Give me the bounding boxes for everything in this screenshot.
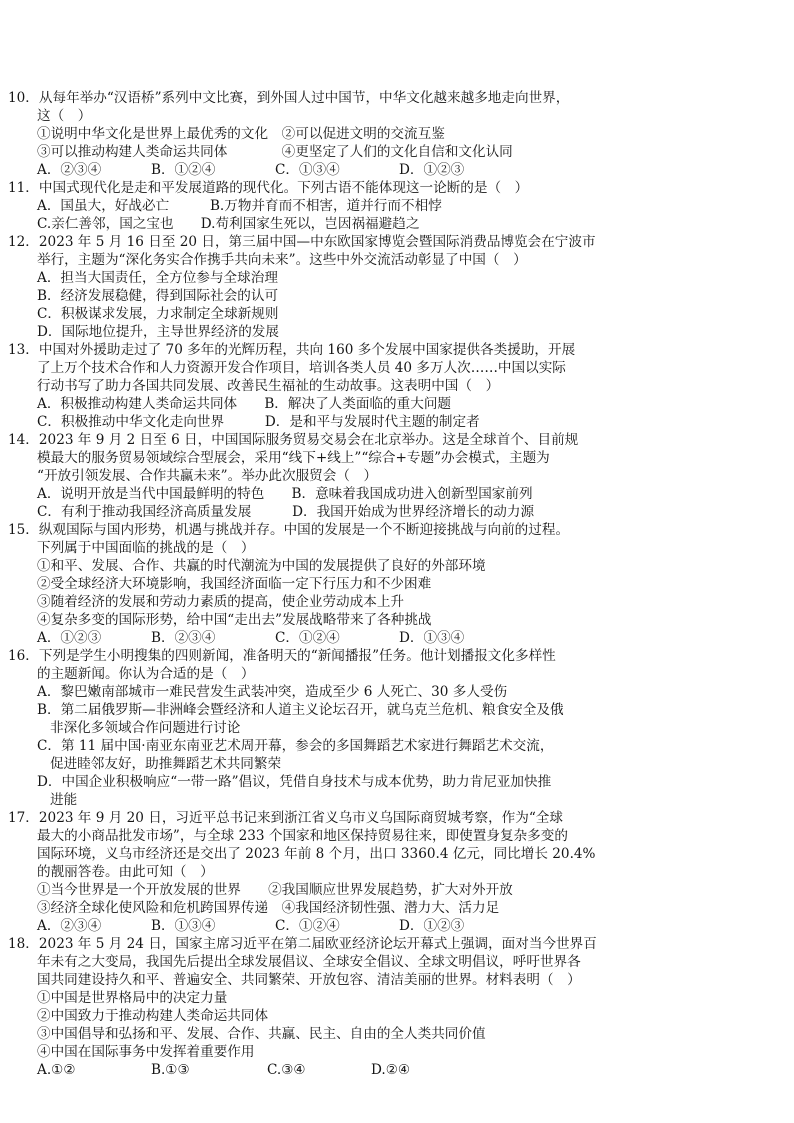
question-text-line: 15．纵观国际与国内形势，机遇与挑战并存。中国的发展是一个不断迎接挑战与向前的过程。 [8, 522, 570, 538]
option-line: A．担当大国责任，全方位参与全球治理 [37, 270, 278, 286]
options-row [37, 161, 464, 179]
option-line-continued: 非深化多领域合作问题进行讨论 [50, 720, 241, 736]
statement-line: ④中国在国际事务中发挥着重要作用 [37, 1044, 255, 1060]
question-text-line: 国共同建设持久和平、普遍安全、共同繁荣、开放包容、清洁美丽的世界。材料表明（ ） [37, 972, 581, 988]
question-text-line: 行动书写了助力各国共同发展、改善民生福祉的生动故事。这表明中国（ ） [37, 378, 500, 394]
option-b: B.①③ [151, 1062, 190, 1078]
question-text-line: 14．2023 年 9 月 2 日至 6 日，中国国际服务贸易交易会在北京举办。这是全球首个、目前规 [8, 432, 579, 448]
option-line: D．中国企业积极响应“一带一路”倡议，凭借自身技术与成本优势，助力肯尼亚加快推 [37, 774, 552, 790]
option-a: A．②③④ [37, 162, 102, 178]
question-text-line: 12．2023 年 5 月 16 日至 20 日，第三届中国—中东欧国家博览会暨国际消费品博览会在宁波市 [8, 234, 596, 250]
option-d: D．①③④ [399, 630, 465, 646]
option-line: C．有利于推动我国经济高质量发展 D．我国开始成为世界经济增长的动力源 [37, 504, 535, 520]
option-line: C．积极谋求发展，力求制定全球新规则 [37, 306, 279, 322]
statement-line: ③中国倡导和弘扬和平、发展、合作、共赢、民主、自由的全人类共同价值 [37, 1026, 486, 1042]
statement-line: ①说明中华文化是世界上最优秀的文化 ②可以促进文明的交流互鉴 [37, 126, 445, 142]
options-row [37, 917, 464, 935]
options-row [37, 1061, 410, 1079]
option-a: A.①② [37, 1062, 76, 1078]
option-line: C．第 11 届中国·南亚东南亚艺术周开幕，参会的多国舞蹈艺术家进行舞蹈艺术交流， [37, 738, 554, 754]
question-text-line: 了上万个技术合作和人力资源开发合作项目，培训各类人员 40 多万人次……中国以实际 [37, 360, 566, 376]
option-line: A．积极推动构建人类命运共同体 B．解决了人类面临的重大问题 [37, 396, 452, 412]
question-text-line: 18．2023 年 5 月 24 日，国家主席习近平在第二届欧亚经济论坛开幕式上强调，面对当今世界百 [8, 936, 597, 952]
statement-line: ②受全球经济大环境影响，我国经济面临一定下行压力和不少困难 [37, 576, 432, 592]
option-line: B．经济发展稳健，得到国际社会的认可 [37, 288, 279, 304]
statement-line: ①中国是世界格局中的决定力量 [37, 990, 228, 1006]
option-line-continued: 促进睦邻友好，助推舞蹈艺术共同繁荣 [50, 756, 282, 772]
question-text-line: 模最大的服务贸易领域综合型展会，采用“线下+线上”“综合+专题”办会模式，主题为 [37, 450, 550, 466]
question-text-line: 的靓丽答卷。由此可知（ ） [37, 864, 214, 880]
option-line: A．说明开放是当代中国最鲜明的特色 B．意味着我国成功进入创新型国家前列 [37, 486, 533, 502]
question-text-line: 最大的小商品批发市场”，与全球 233 个国家和地区保持贸易往来，即使置身复杂多变的 [37, 828, 568, 844]
statement-line: ③随着经济的发展和劳动力素质的提高，使企业劳动成本上升 [37, 594, 405, 610]
statement-line: ④复杂多变的国际形势，给中国“走出去”发展战略带来了各种挑战 [37, 612, 432, 628]
option-d: D.②④ [371, 1062, 411, 1078]
option-line: C.亲仁善邻，国之宝也 D.苟利国家生死以，岂因祸福避趋之 [37, 216, 420, 232]
statement-line: ③可以推动构建人类命运共同体 ④更坚定了人们的文化自信和文化认同 [37, 144, 513, 160]
question-text-line: 这（ ） [37, 108, 92, 124]
options-row [37, 629, 464, 647]
question-text-line: 年未有之大变局，我国先后提出全球发展倡议、全球安全倡议、全球文明倡议，呼吁世界各 [37, 954, 581, 970]
question-text-line: “开放引领发展、合作共赢未来”。举办此次服贸会（ ） [37, 468, 378, 484]
option-a: A．②③④ [37, 918, 102, 934]
statement-line: ③经济全球化使风险和危机跨国界传递 ④我国经济韧性强、潜力大、活力足 [37, 900, 500, 916]
option-b: B．①③④ [151, 918, 216, 934]
question-text-line: 13．中国对外援助走过了 70 多年的光辉历程，共向 160 多个发展中国家提供各类援助，开展 [8, 342, 576, 358]
question-text-line: 下列属于中国面临的挑战的是（ ） [37, 540, 255, 556]
statement-line: ②中国致力于推动构建人类命运共同体 [37, 1008, 269, 1024]
option-c: C．①②④ [275, 918, 340, 934]
question-text-line: 10．从每年举办“汉语桥”系列中文比赛，到外国人过中国节，中华文化越来越多地走向世界， [8, 90, 570, 106]
option-line: C．积极推动中华文化走向世界 D．是和平与发展时代主题的制定者 [37, 414, 480, 430]
option-line: B．第二届俄罗斯—非洲峰会暨经济和人道主义论坛召开，就乌克兰危机、粮食安全及俄 [37, 702, 564, 718]
option-line: A．国虽大，好战必亡 B.万物并育而不相害，道并行而不相悖 [37, 198, 442, 214]
option-a: A．①②③ [37, 630, 102, 646]
option-b: B．①②④ [151, 162, 216, 178]
question-text-line: 国际环境，义乌市经济还是交出了 2023 年前 8 个月，出口 3360.4 亿元，同比增长 20.4% [37, 846, 596, 862]
option-c: C．①②④ [275, 630, 340, 646]
statement-line: ①和平、发展、合作、共赢的时代潮流为中国的发展提供了良好的外部环境 [37, 558, 486, 574]
question-text-line: 举行，主题为“深化务实合作携手共向未来”。这些中外交流活动彰显了中国（ ） [37, 252, 527, 268]
question-text-line: 的主题新闻。你认为合适的是（ ） [37, 666, 255, 682]
option-d: D．①②③ [399, 918, 465, 934]
option-line: A．黎巴嫩南部城市一难民营发生武装冲突，造成至少 6 人死亡、30 多人受伤 [37, 684, 508, 700]
question-text-line: 16．下列是学生小明搜集的四则新闻，准备明天的“新闻播报”任务。他计划播报文化多样性 [8, 648, 556, 664]
option-c: C.③④ [267, 1062, 306, 1078]
option-b: B．②③④ [151, 630, 216, 646]
statement-line: ①当今世界是一个开放发展的世界 ②我国顺应世界发展趋势，扩大对外开放 [37, 882, 513, 898]
option-line-continued: 进能 [50, 792, 78, 808]
question-text-line: 11．中国式现代化是走和平发展道路的现代化。下列古语不能体现这一论断的是（ ） [8, 180, 529, 196]
option-d: D．①②③ [399, 162, 465, 178]
option-c: C．①③④ [275, 162, 340, 178]
question-text-line: 17．2023 年 9 月 20 日，习近平总书记来到浙江省义乌市义乌国际商贸城考察，作为“全球 [8, 810, 563, 826]
option-line: D．国际地位提升，主导世界经济的发展 [37, 324, 279, 340]
